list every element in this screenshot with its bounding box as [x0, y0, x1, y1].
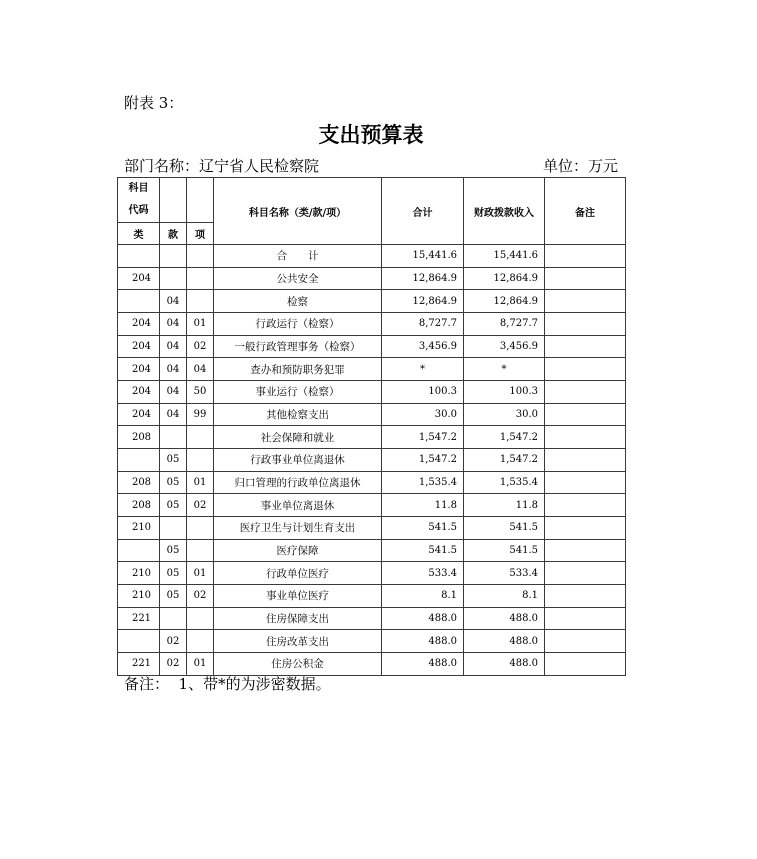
- code-xiang-cell: [187, 449, 214, 472]
- table-row: [118, 426, 626, 449]
- item-name-cell: 行政事业单位离退休: [214, 449, 382, 472]
- remark-cell: [545, 403, 626, 426]
- code-xiang-cell: [187, 290, 214, 313]
- table-row: [118, 494, 626, 517]
- xiang-header: 项: [187, 223, 214, 245]
- remark-cell: [545, 335, 626, 358]
- code-lei-cell: [118, 539, 160, 562]
- remark-cell: [545, 426, 626, 449]
- code-xiang-cell: 01: [187, 653, 214, 676]
- remark-cell: [545, 471, 626, 494]
- code-kuan-cell: 04: [160, 313, 187, 336]
- total-cell: 1,547.2: [382, 426, 464, 449]
- code-kuan-cell: 02: [160, 630, 187, 653]
- code-kuan-cell: 04: [160, 358, 187, 381]
- code-header-line1: 科目: [128, 183, 149, 194]
- fiscal-cell: 3,456.9: [464, 335, 545, 358]
- total-cell: 488.0: [382, 630, 464, 653]
- code-lei-cell: 204: [118, 313, 160, 336]
- table-row: [118, 381, 626, 404]
- code-lei-cell: [118, 449, 160, 472]
- remark-cell: [545, 562, 626, 585]
- code-header-cell: [118, 178, 160, 223]
- code-lei-cell: 210: [118, 585, 160, 608]
- code-lei-cell: 221: [118, 653, 160, 676]
- code-xiang-cell: [187, 539, 214, 562]
- code-xiang-cell: [187, 630, 214, 653]
- code-kuan-cell: 04: [160, 335, 187, 358]
- code-xiang-cell: 01: [187, 471, 214, 494]
- table-body: [118, 245, 626, 676]
- total-cell: 100.3: [382, 381, 464, 404]
- fiscal-cell: 488.0: [464, 607, 545, 630]
- code-xiang-cell: [187, 607, 214, 630]
- code-kuan-cell: [160, 517, 187, 540]
- total-cell: *: [382, 358, 464, 381]
- code-kuan-cell: [160, 245, 187, 268]
- fiscal-cell: 1,547.2: [464, 426, 545, 449]
- code-xiang-cell: 02: [187, 335, 214, 358]
- table-row: [118, 517, 626, 540]
- code-xiang-cell: [187, 267, 214, 290]
- code-xiang-cell: [187, 517, 214, 540]
- item-name-header: 科目名称（类/款/项）: [214, 178, 382, 245]
- item-name-cell: 检察: [214, 290, 382, 313]
- code-lei-cell: 204: [118, 403, 160, 426]
- table-row: [118, 403, 626, 426]
- item-name-cell: 行政单位医疗: [214, 562, 382, 585]
- fiscal-cell: 30.0: [464, 403, 545, 426]
- code-lei-cell: 208: [118, 471, 160, 494]
- remark-cell: [545, 607, 626, 630]
- fiscal-cell: 541.5: [464, 539, 545, 562]
- fiscal-cell: *: [464, 358, 545, 381]
- total-cell: 3,456.9: [382, 335, 464, 358]
- item-name-cell: 查办和预防职务犯罪: [214, 358, 382, 381]
- total-cell: 1,535.4: [382, 471, 464, 494]
- code-kuan-cell: 05: [160, 562, 187, 585]
- code-kuan-cell: [160, 426, 187, 449]
- total-cell: 30.0: [382, 403, 464, 426]
- lei-header: 类: [118, 223, 160, 245]
- unit-label: 单位：万元: [542, 157, 618, 175]
- code-lei-cell: 210: [118, 517, 160, 540]
- fiscal-cell: 8.1: [464, 585, 545, 608]
- table-header: [118, 178, 626, 245]
- remark-cell: [545, 449, 626, 472]
- code-kuan-cell: 05: [160, 494, 187, 517]
- code-xiang-cell: [187, 245, 214, 268]
- remark-cell: [545, 653, 626, 676]
- table-row: [118, 245, 626, 268]
- code-kuan-cell: 04: [160, 381, 187, 404]
- budget-table: [117, 177, 626, 676]
- fiscal-cell: 1,535.4: [464, 471, 545, 494]
- code-lei-cell: 204: [118, 267, 160, 290]
- item-name-cell: 医疗保障: [214, 539, 382, 562]
- code-xiang-cell: 02: [187, 494, 214, 517]
- item-name-cell: 住房保障支出: [214, 607, 382, 630]
- total-cell: 8.1: [382, 585, 464, 608]
- total-cell: 541.5: [382, 517, 464, 540]
- code-xiang-cell: 01: [187, 313, 214, 336]
- code-blank-cell: [187, 178, 214, 223]
- item-name-cell: 事业运行（检察）: [214, 381, 382, 404]
- table-row: [118, 471, 626, 494]
- total-cell: 12,864.9: [382, 267, 464, 290]
- total-cell: 11.8: [382, 494, 464, 517]
- item-name-cell: 社会保障和就业: [214, 426, 382, 449]
- table-row: [118, 562, 626, 585]
- table-row: [118, 449, 626, 472]
- item-name-cell: 医疗卫生与计划生育支出: [214, 517, 382, 540]
- remark-cell: [545, 539, 626, 562]
- code-lei-cell: 204: [118, 335, 160, 358]
- fiscal-cell: 533.4: [464, 562, 545, 585]
- table-row: [118, 585, 626, 608]
- code-kuan-cell: [160, 267, 187, 290]
- code-lei-cell: 210: [118, 562, 160, 585]
- fiscal-cell: 488.0: [464, 653, 545, 676]
- code-lei-cell: 221: [118, 607, 160, 630]
- total-cell: 541.5: [382, 539, 464, 562]
- fiscal-cell: 12,864.9: [464, 290, 545, 313]
- code-xiang-cell: 04: [187, 358, 214, 381]
- item-name-cell: 事业单位离退休: [214, 494, 382, 517]
- remark-cell: [545, 585, 626, 608]
- code-header-line2: 代码: [128, 205, 149, 216]
- code-lei-cell: 208: [118, 426, 160, 449]
- total-header: 合计: [382, 178, 464, 245]
- item-name-cell: 合 计: [214, 245, 382, 268]
- remark-header: 备注: [545, 178, 626, 245]
- attachment-label: 附表 3：: [124, 94, 184, 112]
- code-lei-cell: 208: [118, 494, 160, 517]
- table-row: [118, 290, 626, 313]
- table-row: [118, 335, 626, 358]
- code-kuan-cell: 05: [160, 539, 187, 562]
- total-cell: 488.0: [382, 653, 464, 676]
- remark-cell: [545, 517, 626, 540]
- fiscal-header: 财政拨款收入: [464, 178, 545, 245]
- footnote: 备注： 1、带*的为涉密数据。: [124, 675, 331, 693]
- department-name: 部门名称：辽宁省人民检察院: [124, 157, 320, 175]
- item-name-cell: 一般行政管理事务（检察）: [214, 335, 382, 358]
- item-name-cell: 公共安全: [214, 267, 382, 290]
- fiscal-cell: 488.0: [464, 630, 545, 653]
- code-kuan-cell: 02: [160, 653, 187, 676]
- item-name-cell: 归口管理的行政单位离退休: [214, 471, 382, 494]
- code-lei-cell: [118, 290, 160, 313]
- header-row: [118, 178, 626, 223]
- item-name-cell: 其他检察支出: [214, 403, 382, 426]
- code-xiang-cell: [187, 426, 214, 449]
- code-blank-cell: [160, 178, 187, 223]
- fiscal-cell: 8,727.7: [464, 313, 545, 336]
- table-row: [118, 630, 626, 653]
- total-cell: 1,547.2: [382, 449, 464, 472]
- remark-cell: [545, 245, 626, 268]
- code-kuan-cell: 04: [160, 290, 187, 313]
- table-row: [118, 653, 626, 676]
- fiscal-cell: 541.5: [464, 517, 545, 540]
- code-lei-cell: 204: [118, 381, 160, 404]
- code-lei-cell: [118, 245, 160, 268]
- table-row: [118, 267, 626, 290]
- table-row: [118, 539, 626, 562]
- item-name-cell: 住房改革支出: [214, 630, 382, 653]
- total-cell: 8,727.7: [382, 313, 464, 336]
- code-xiang-cell: 02: [187, 585, 214, 608]
- remark-cell: [545, 381, 626, 404]
- item-name-cell: 事业单位医疗: [214, 585, 382, 608]
- remark-cell: [545, 290, 626, 313]
- table-row: [118, 358, 626, 381]
- code-kuan-cell: 05: [160, 585, 187, 608]
- total-cell: 12,864.9: [382, 290, 464, 313]
- fiscal-cell: 11.8: [464, 494, 545, 517]
- code-kuan-cell: 04: [160, 403, 187, 426]
- remark-cell: [545, 630, 626, 653]
- code-xiang-cell: 01: [187, 562, 214, 585]
- table-row: [118, 313, 626, 336]
- code-lei-cell: 204: [118, 358, 160, 381]
- fiscal-cell: 1,547.2: [464, 449, 545, 472]
- remark-cell: [545, 358, 626, 381]
- code-lei-cell: [118, 630, 160, 653]
- code-xiang-cell: 99: [187, 403, 214, 426]
- total-cell: 15,441.6: [382, 245, 464, 268]
- table-row: [118, 607, 626, 630]
- code-kuan-cell: 05: [160, 471, 187, 494]
- fiscal-cell: 100.3: [464, 381, 545, 404]
- page-title: 支出预算表: [318, 122, 424, 147]
- kuan-header: 款: [160, 223, 187, 245]
- total-cell: 533.4: [382, 562, 464, 585]
- total-cell: 488.0: [382, 607, 464, 630]
- remark-cell: [545, 267, 626, 290]
- fiscal-cell: 15,441.6: [464, 245, 545, 268]
- code-kuan-cell: [160, 607, 187, 630]
- item-name-cell: 行政运行（检察）: [214, 313, 382, 336]
- fiscal-cell: 12,864.9: [464, 267, 545, 290]
- code-kuan-cell: 05: [160, 449, 187, 472]
- remark-cell: [545, 494, 626, 517]
- remark-cell: [545, 313, 626, 336]
- item-name-cell: 住房公积金: [214, 653, 382, 676]
- code-xiang-cell: 50: [187, 381, 214, 404]
